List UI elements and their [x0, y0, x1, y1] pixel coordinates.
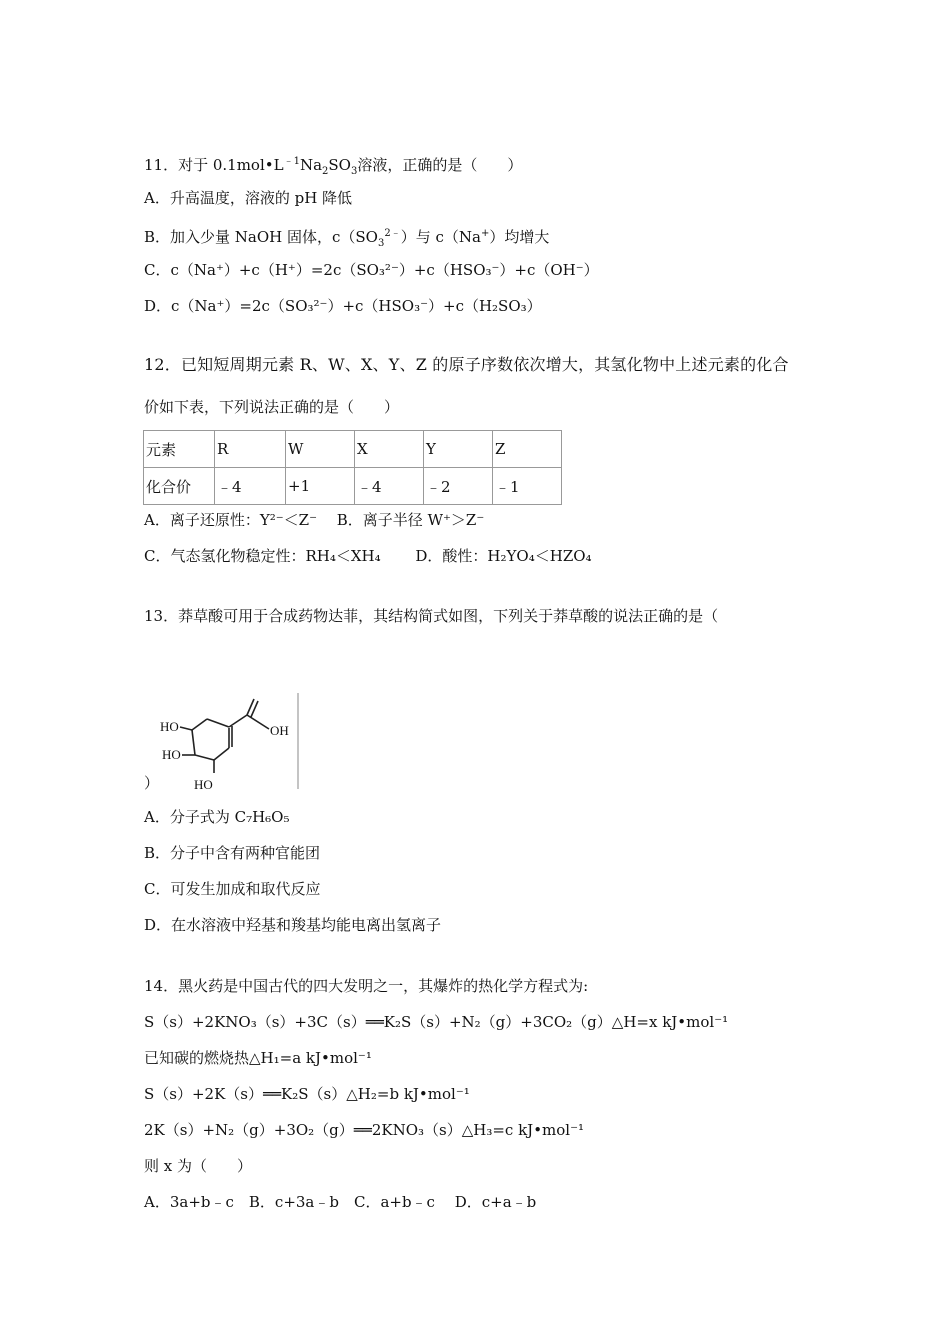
mol-label: HO [160, 719, 179, 734]
q13-option-b: B．分子中含有两种官能团 [144, 844, 321, 862]
table-row [144, 468, 562, 505]
q14-question: 则 x 为（ ） [144, 1157, 252, 1175]
shikimic-acid-structure [152, 693, 302, 793]
q14-known-carbon: 已知碳的燃烧热△H₁=a kJ•mol⁻¹ [144, 1049, 372, 1067]
q14-equation-2: S（s）+2K（s）══K₂S（s）△H₂=b kJ•mol⁻¹ [144, 1085, 470, 1103]
table-cell: ﹣4 [355, 468, 424, 505]
table-cell: Z [493, 431, 562, 468]
q12-stem-line2: 价如下表，下列说法正确的是（ ） [144, 398, 400, 416]
q11-option-d: D．c（Na⁺）=2c（SO₃²⁻）+c（HSO₃⁻）+c（H₂SO₃） [144, 297, 542, 315]
q14-stem: 14．黑火药是中国古代的四大发明之一，其爆炸的热化学方程式为: [144, 977, 589, 995]
q13-stem-close: ） [144, 774, 160, 792]
table-cell: R [215, 431, 286, 468]
q12-valence-table [143, 430, 562, 505]
table-row [144, 431, 562, 468]
q13-option-d: D．在水溶液中羟基和羧基均能电离出氢离子 [144, 916, 442, 934]
q14-equation-main: S（s）+2KNO₃（s）+3C（s）══K₂S（s）+N₂（g）+3CO₂（g）△H=x kJ•mol⁻¹ [144, 1013, 729, 1031]
table-cell: W [286, 431, 355, 468]
q12-options-cd: C．气态氢化物稳定性：RH₄＜XH₄ D．酸性：H₂YO₄＜HZO₄ [144, 547, 592, 565]
q12-options-ab: A．离子还原性：Y²⁻＜Z⁻ B．离子半径 W⁺＞Z⁻ [144, 511, 485, 529]
q11-option-c: C．c（Na⁺）+c（H⁺）=2c（SO₃²⁻）+c（HSO₃⁻）+c（OH⁻） [144, 261, 599, 279]
mol-label: OH [270, 723, 289, 738]
q11-option-b: B．加入少量 NaOH 固体，$c(SO_3^{2﹣})$与 c（Na+）均增大 [144, 228, 550, 249]
table-cell: +1 [286, 468, 355, 505]
table-cell: Y [424, 431, 493, 468]
q14-equation-3: 2K（s）+N₂（g）+3O₂（g）══2KNO₃（s）△H₃=c kJ•mol⁻¹ [144, 1121, 585, 1139]
table-cell: ﹣2 [424, 468, 493, 505]
q11-option-a: A．升高温度，溶液的 pH 降低 [144, 189, 353, 207]
mol-label: HO [162, 747, 181, 762]
q13-stem: 13．莽草酸可用于合成药物达菲，其结构简式如图，下列关于莽草酸的说法正确的是（ [144, 607, 719, 625]
table-cell: ﹣4 [215, 468, 286, 505]
table-cell: ﹣1 [493, 468, 562, 505]
q13-option-c: C．可发生加成和取代反应 [144, 880, 321, 898]
q12-stem-line1: 12．已知短周期元素 R、W、X、Y、Z 的原子序数依次增大，其氢化物中上述元素的化合 [144, 355, 789, 374]
table-cell: 化合价 [144, 468, 215, 505]
table-cell: X [355, 431, 424, 468]
q13-option-a: A．分子式为 C₇H₆O₅ [144, 808, 290, 826]
q11-stem: 11．对于 $0.1mol•L^{﹣1}Na_2SO_3$溶液，正确的是（ ） [144, 156, 523, 177]
q14-options: A．3a+b﹣c B．c+3a﹣b C．a+b﹣c D．c+a﹣b [144, 1193, 537, 1211]
mol-label: HO [194, 777, 213, 792]
table-cell: 元素 [144, 431, 215, 468]
